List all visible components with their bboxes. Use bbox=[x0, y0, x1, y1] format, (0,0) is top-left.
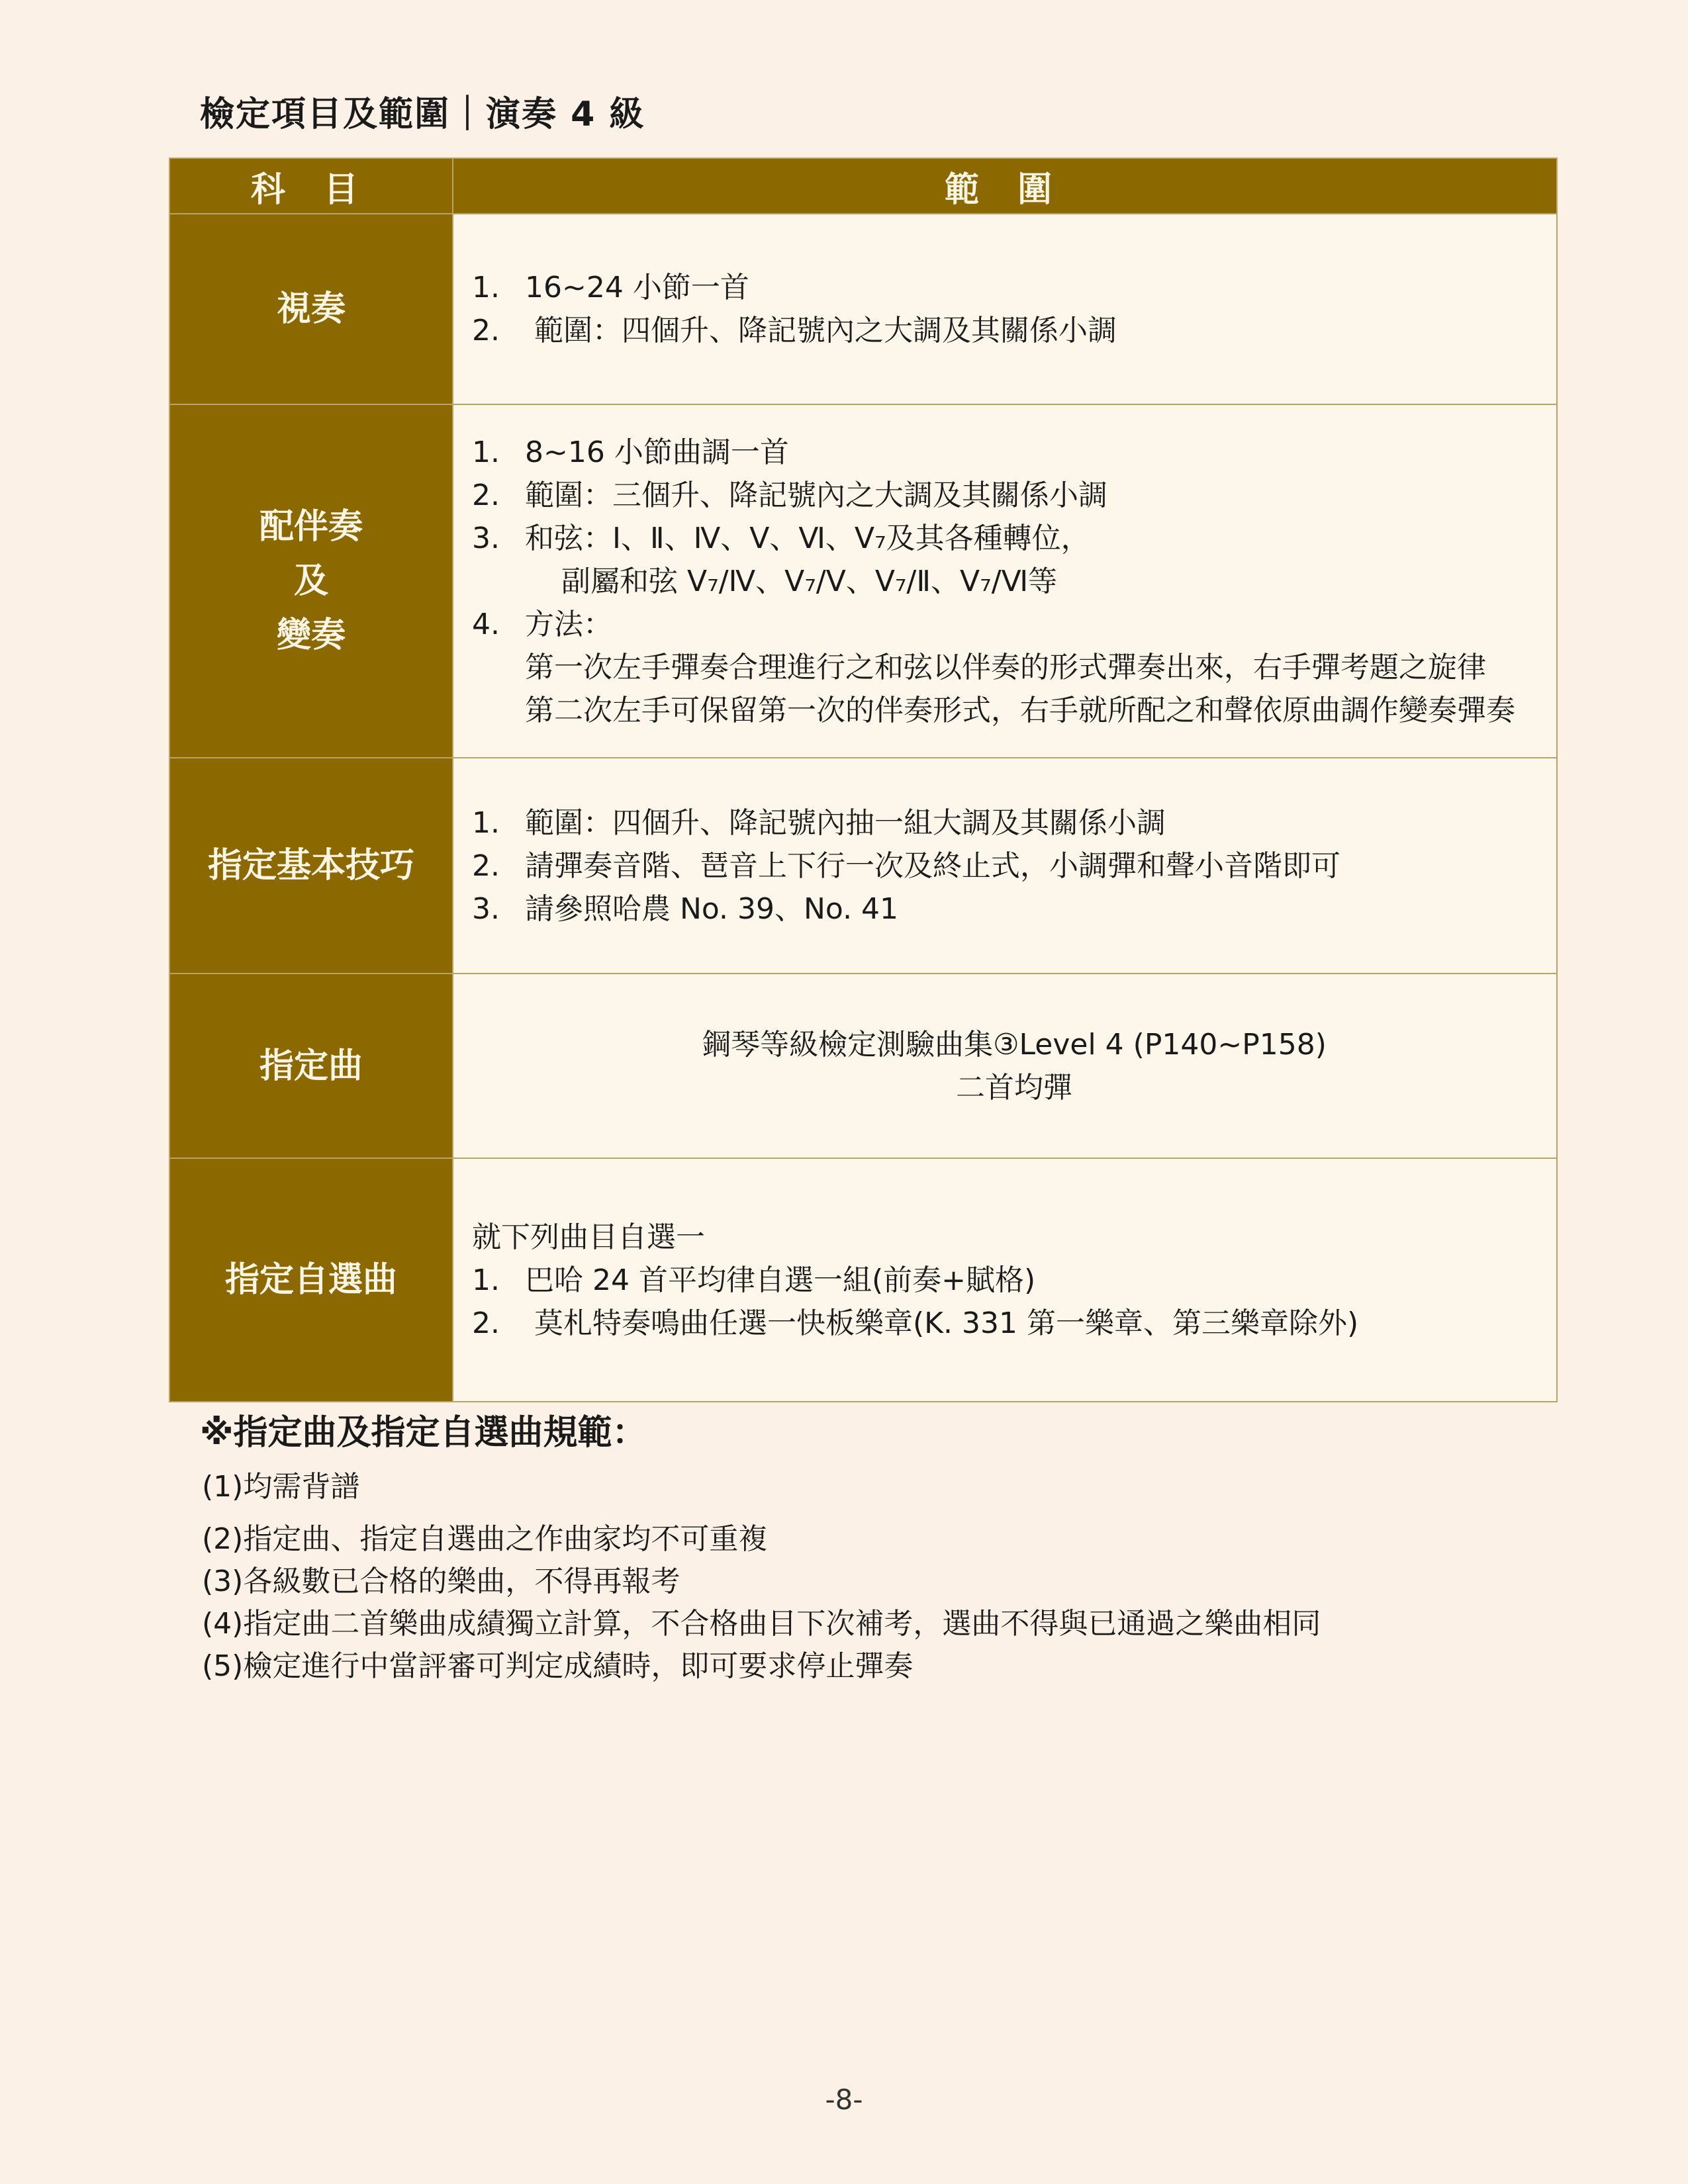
scope-item bbox=[472, 1259, 1556, 1302]
item-text: 範圍：四個升、降記號內之大調及其關係小調 bbox=[525, 314, 1117, 347]
scope-item bbox=[472, 603, 1556, 646]
scope-item bbox=[472, 1302, 1556, 1345]
item-text: 鋼琴等級檢定測驗曲集③Level 4 (P140~P158) bbox=[702, 1027, 1327, 1062]
item-text: 方法： bbox=[525, 607, 612, 641]
item-text: 範圍：四個升、降記號內抽一組大調及其關係小調 bbox=[525, 805, 1166, 840]
subject-label: 及 bbox=[293, 561, 328, 601]
item-text: 第一次左手彈奏合理進行之和弦以伴奏的形式彈奏出來，右手彈考題之旋律 bbox=[525, 650, 1486, 684]
scope-item bbox=[472, 1216, 1556, 1259]
page-number: -8- bbox=[825, 2083, 863, 2116]
scope-cell bbox=[453, 404, 1557, 758]
rule-item: (3)各級數已合格的樂曲，不得再報考 bbox=[202, 1565, 680, 1598]
item-number: 2. bbox=[472, 478, 500, 512]
scope-item bbox=[472, 431, 1556, 474]
scope-item bbox=[472, 887, 1556, 931]
rule-item: (5)檢定進行中當評審可判定成績時，即可要求停止彈奏 bbox=[202, 1649, 914, 1683]
table-row-sight-reading bbox=[169, 214, 1557, 404]
table-header-row bbox=[169, 158, 1557, 214]
subject-cell bbox=[169, 214, 453, 404]
item-number: 1. bbox=[472, 1263, 500, 1297]
subject-label: 變奏 bbox=[276, 615, 346, 655]
header-scope: 範 圍 bbox=[453, 158, 1557, 214]
exam-items-table bbox=[169, 158, 1558, 1402]
item-text: 莫札特奏鳴曲任選一快板樂章(K. 331 第一樂章、第三樂章除外) bbox=[525, 1306, 1359, 1340]
item-text: 請參照哈農 No. 39、No. 41 bbox=[525, 891, 899, 926]
subject-cell bbox=[169, 404, 453, 758]
item-text: 第二次左手可保留第一次的伴奏形式，右手就所配之和聲依原曲調作變奏彈奏 bbox=[525, 693, 1515, 727]
scope-item bbox=[472, 801, 1556, 844]
subject-label: 指定自選曲 bbox=[224, 1260, 397, 1300]
item-number: 1. bbox=[472, 805, 500, 840]
subject-label: 視奏 bbox=[276, 289, 346, 329]
item-text: 二首均彈 bbox=[956, 1070, 1072, 1105]
scope-item bbox=[472, 1023, 1556, 1066]
item-number: 3. bbox=[472, 891, 500, 926]
item-text: 16~24 小節一首 bbox=[525, 271, 749, 304]
table-row-accompaniment-variation bbox=[169, 404, 1557, 758]
scope-item bbox=[472, 689, 1556, 732]
scope-cell bbox=[453, 1158, 1557, 1402]
scope-item bbox=[472, 266, 1556, 309]
rule-item: (4)指定曲二首樂曲成績獨立計算，不合格曲目下次補考，選曲不得與已通過之樂曲相同 bbox=[202, 1607, 1321, 1641]
item-number: 2. bbox=[472, 314, 500, 347]
header-subject: 科 目 bbox=[169, 158, 453, 214]
rules-list bbox=[202, 1466, 1321, 1688]
item-number: 1. bbox=[472, 271, 500, 304]
scope-item bbox=[472, 646, 1556, 689]
scope-cell bbox=[453, 758, 1557, 974]
subject-label: 指定曲 bbox=[259, 1046, 363, 1086]
item-number: 2. bbox=[472, 848, 500, 883]
item-number: 4. bbox=[472, 607, 500, 641]
item-text: 請彈奏音階、琶音上下行一次及終止式，小調彈和聲小音階即可 bbox=[525, 848, 1340, 883]
rule-item: (1)均需背譜 bbox=[202, 1470, 360, 1504]
rules-heading: ※指定曲及指定自選曲規範： bbox=[200, 1413, 647, 1453]
scope-item bbox=[472, 474, 1556, 517]
page-title: 檢定項目及範圍｜演奏 4 級 bbox=[200, 95, 645, 134]
item-number: 2. bbox=[472, 1306, 500, 1340]
table-row-designated-piece bbox=[169, 974, 1557, 1158]
item-text: 8~16 小節曲調一首 bbox=[525, 435, 789, 469]
scope-cell bbox=[453, 214, 1557, 404]
subject-cell bbox=[169, 974, 453, 1158]
item-text: 副屬和弦 V₇/Ⅳ、V₇/Ⅴ、V₇/Ⅱ、V₇/Ⅵ等 bbox=[561, 564, 1058, 598]
item-text: 就下列曲目自選一 bbox=[472, 1220, 705, 1254]
scope-item bbox=[472, 560, 1556, 603]
table-row-designated-elective bbox=[169, 1158, 1557, 1402]
item-text: 和弦：Ⅰ、Ⅱ、Ⅳ、Ⅴ、Ⅵ、V₇及其各種轉位， bbox=[525, 521, 1090, 555]
subject-cell bbox=[169, 758, 453, 974]
item-number: 1. bbox=[472, 435, 500, 469]
subject-cell bbox=[169, 1158, 453, 1402]
scope-cell bbox=[453, 974, 1557, 1158]
scope-item bbox=[472, 309, 1556, 352]
scope-item bbox=[472, 844, 1556, 887]
rule-item: (2)指定曲、指定自選曲之作曲家均不可重複 bbox=[202, 1522, 768, 1556]
scope-item bbox=[472, 517, 1556, 560]
table-row-basic-technique bbox=[169, 758, 1557, 974]
subject-label: 配伴奏 bbox=[259, 507, 363, 547]
item-text: 巴哈 24 首平均律自選一組(前奏+賦格) bbox=[525, 1263, 1036, 1297]
item-text: 範圍：三個升、降記號內之大調及其關係小調 bbox=[525, 478, 1107, 512]
subject-label: 指定基本技巧 bbox=[207, 846, 414, 886]
scope-item bbox=[472, 1066, 1556, 1109]
item-number: 3. bbox=[472, 521, 500, 555]
